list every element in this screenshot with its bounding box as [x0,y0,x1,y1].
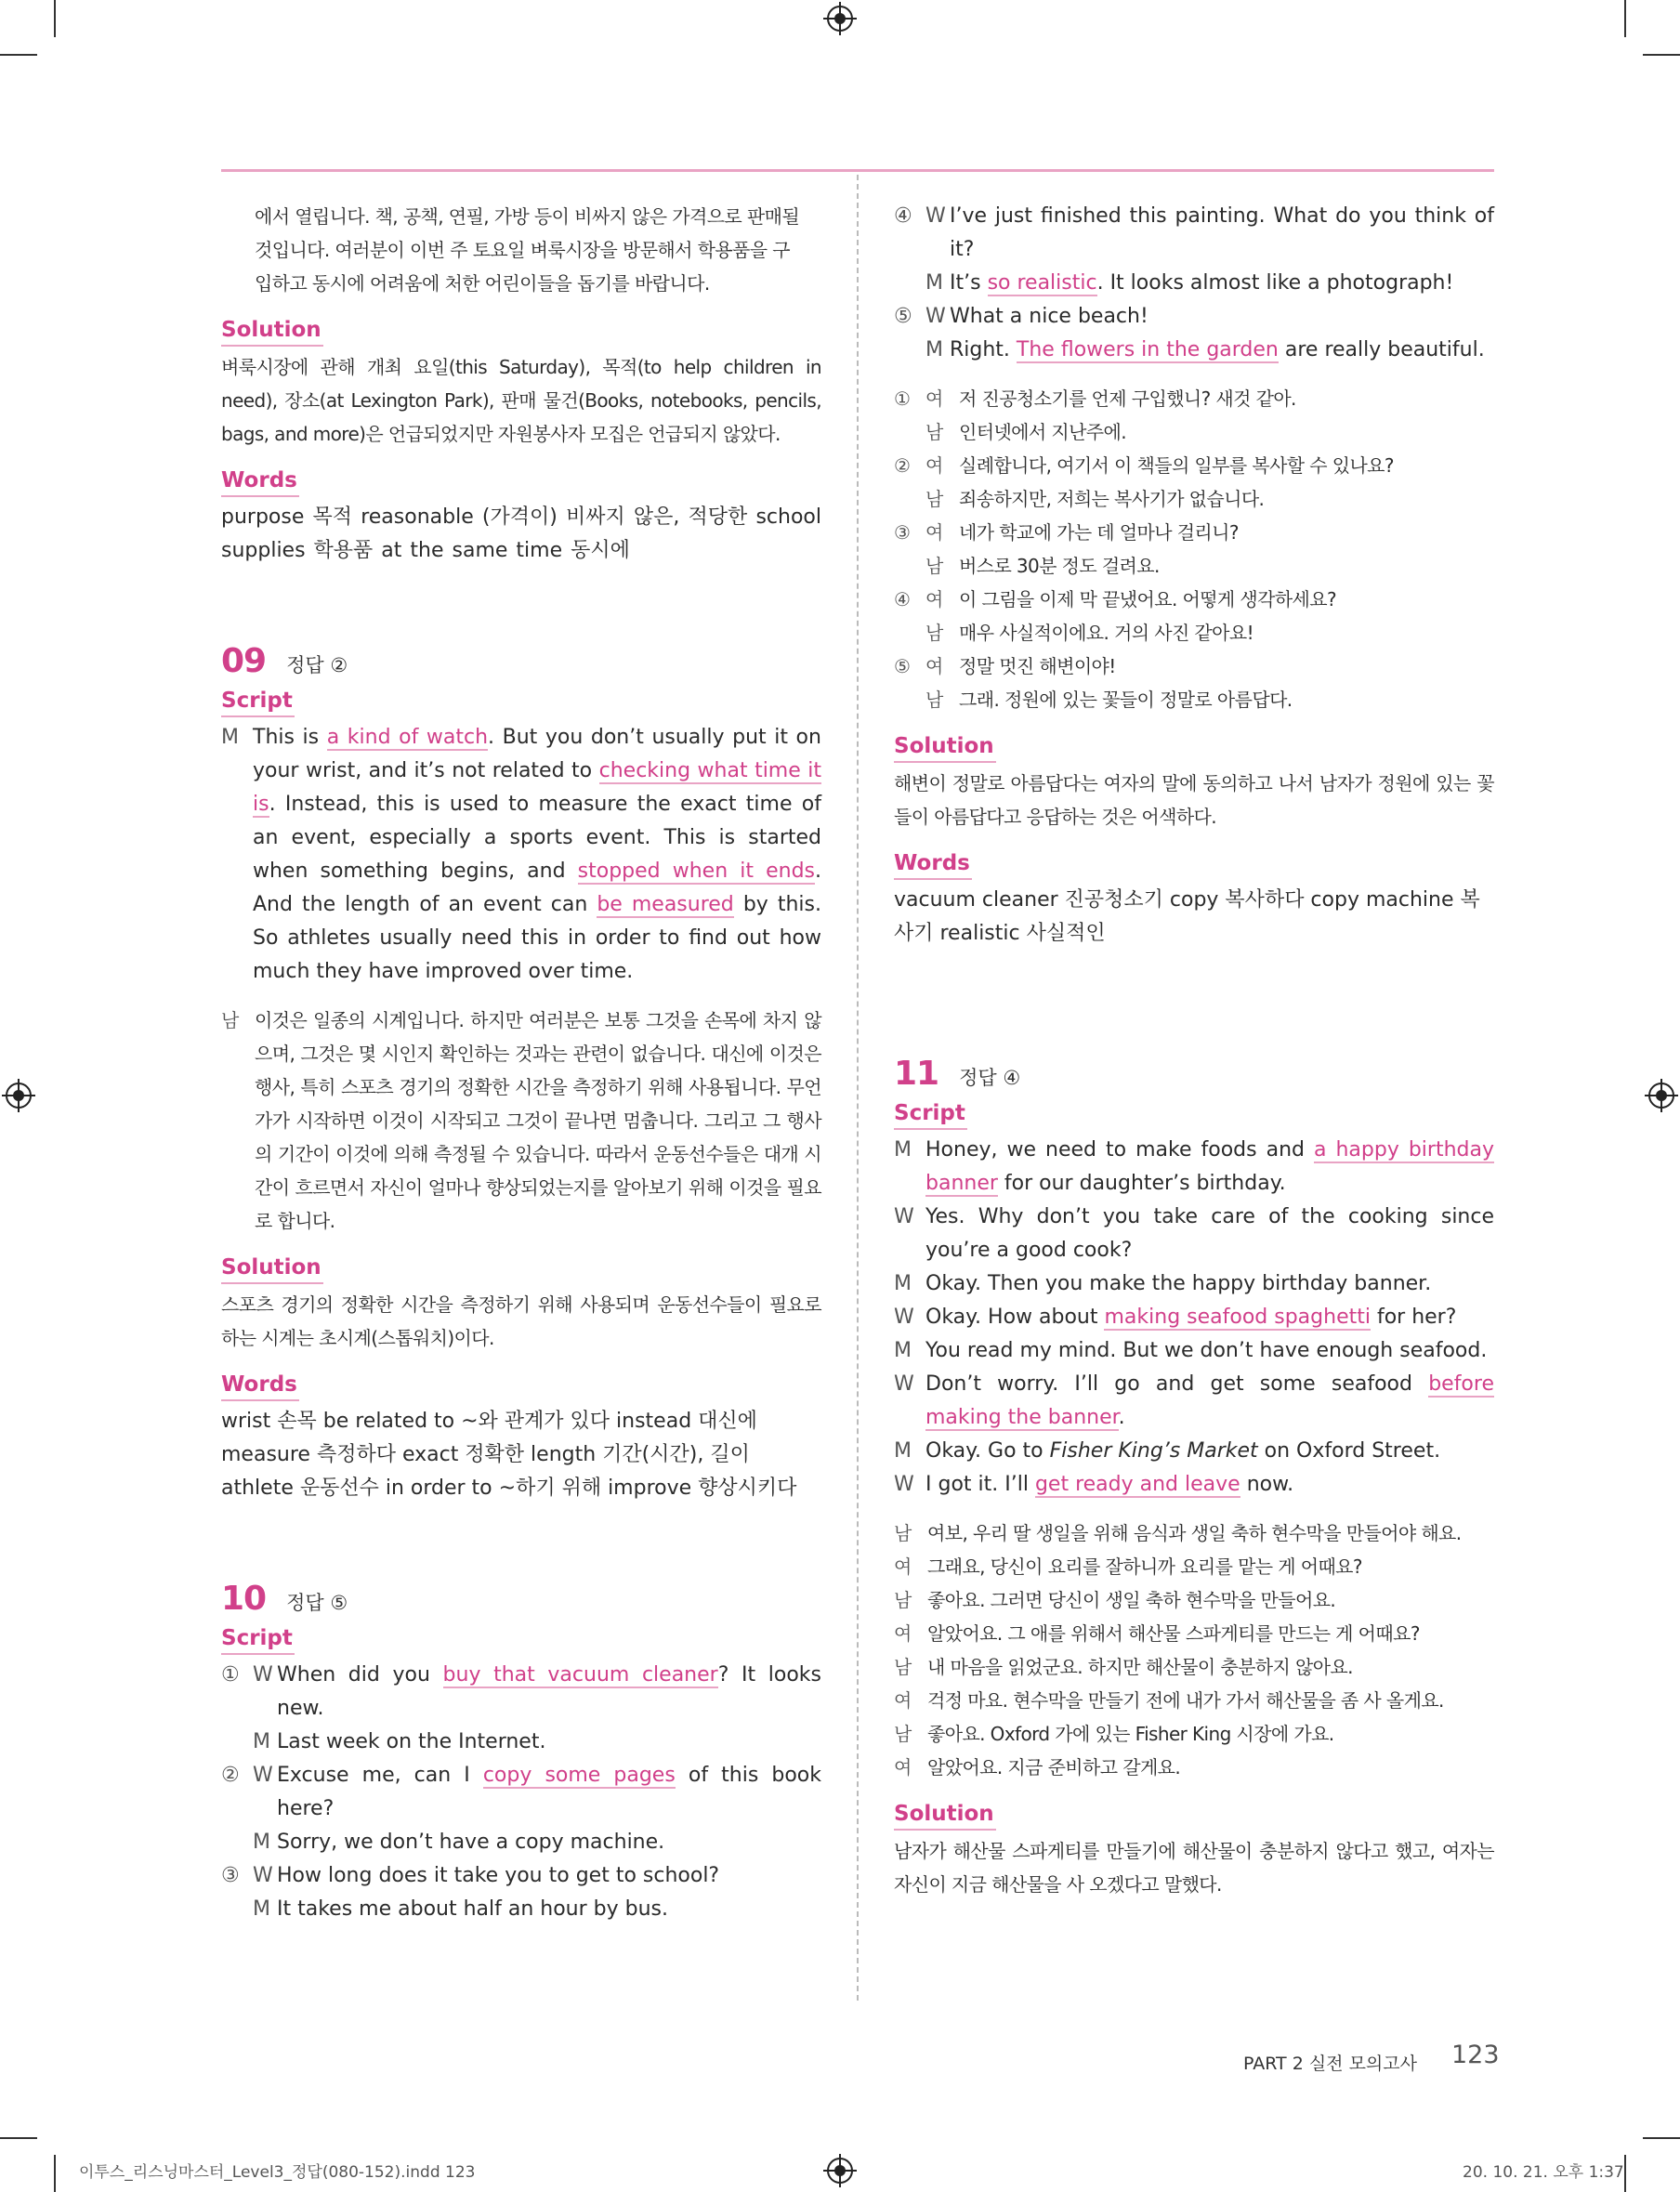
speaker-label: 남 [925,488,943,510]
dialogue-line [894,1134,1494,1201]
registration-mark-right [1648,1083,1674,1109]
highlighted-phrase: making seafood spaghetti [1104,1306,1371,1329]
choice-marker [894,415,925,449]
text-run: Okay. Go to [925,1439,1050,1463]
page-number: 123 [1451,2041,1500,2069]
highlighted-phrase: so realistic [987,271,1097,295]
korean-text: 걱정 마요. 현수막을 만들기 전에 내가 가서 해산물을 좀 사 올게요. [927,1689,1444,1712]
text-run: on Oxford Street. [1257,1439,1441,1463]
q08-solution-text: 벼룩시장에 관해 개최 요일(this Saturday), 목적(to help children in need), 장소(at Lexington Park), 판매 물건(Books, notebooks, pencils, bags, and more)은 언급되었지만 자원봉사자 모집은 언급되지 않았다. [221,356,821,445]
q11-dialogue [894,1134,1494,1502]
speaker-label: M [925,338,943,361]
q10-header [221,1580,821,1618]
dialogue-text [277,1726,821,1759]
speaker-label: M [221,726,239,749]
speaker-label: W [894,1372,914,1396]
dialogue-line [894,267,1494,300]
speaker-label: 여 [894,1622,912,1645]
dialogue-line [894,1301,1494,1334]
dialogue-text [277,1893,821,1926]
text-run: It takes me about half an hour by bus. [277,1897,669,1921]
highlighted-phrase: a happy birthday banner [925,1138,1494,1195]
korean-text: 이 그림을 이제 막 끝냈어요. 어떻게 생각하세요? [959,588,1336,610]
speaker-label: W [253,1764,273,1787]
korean-text: 인터넷에서 지난주에. [959,421,1126,443]
dialogue-line [221,1859,821,1893]
q11-solution-label: Solution [894,1799,996,1831]
text-run: . Instead, this is used to measure the exact time of an event, especially a sports event. This is started when something begins, and [253,793,821,883]
text-run: This is [253,726,327,749]
text-run: Sorry, we don’t have a copy machine. [277,1831,665,1854]
text-run: . But you don’t usually put it on your wrist, and it’s not related to [253,726,821,782]
speaker-label: 여 [925,521,943,544]
korean-text: 그래. 정원에 있는 꽃들이 정말로 아름답다. [959,689,1293,711]
text-run: . And the length of an event can [253,860,822,916]
dialogue-line [894,1368,1494,1435]
speaker-label: M [253,1730,270,1753]
dialogue-text [925,1435,1494,1468]
korean-text: 네가 학교에 가는 데 얼마나 걸리니? [959,521,1239,544]
speaker-label: 남 [894,1522,912,1544]
choice-marker [221,1726,253,1759]
highlighted-phrase: be measured [597,893,734,916]
q09-solution-text: 스포츠 경기의 정확한 시간을 측정하기 위해 사용되며 운동선수들이 필요로 하는 시계는 초시계(스톱워치)이다. [221,1293,821,1349]
dialogue-text [950,200,1494,267]
text-run: When did you [277,1663,443,1687]
choice-marker [894,549,925,583]
choice-marker: ② [894,454,911,477]
speaker-label: 여 [894,1756,912,1779]
speaker-label: W [894,1306,914,1329]
q08-intro-korean [221,200,821,300]
speaker-label: 여 [925,588,943,610]
text-run: Excuse me, can I [277,1764,483,1787]
korean-line [894,1583,1494,1617]
q09-korean [221,1004,821,1238]
q11-korean-dialogue [894,1516,1494,1784]
korean-line [894,382,1494,415]
choice-marker [894,683,925,716]
registration-mark-top [827,6,853,32]
dialogue-text [925,1368,1494,1435]
q10-script-label: Script [221,1623,295,1655]
dialogue-text [925,1468,1494,1502]
crop-mark-top-right-h [1643,54,1680,56]
korean-line [894,683,1494,716]
crop-mark-bottom-right-v [1624,2155,1626,2192]
q09-words-text: wrist 손목 be related to ~와 관계가 있다 instead 대신에 measure 측정하다 exact 정확한 length 기간(시간), 길이 athlete 운동선수 in order to ~하기 위해 improve 향상시키다 [221,1410,797,1500]
speaker-label: W [925,204,946,228]
speaker-label: W [894,1205,914,1228]
korean-text: 좋아요. Oxford 가에 있는 Fisher King 시장에 가요. [927,1723,1334,1745]
speaker-label: 남 [221,1009,239,1031]
speaker-label: 여 [925,387,943,410]
highlighted-phrase: buy that vacuum cleaner [442,1663,718,1687]
crop-mark-bottom-left-h [0,2137,37,2139]
korean-text: 그래요, 당신이 요리를 잘하니까 요리를 맡는 게 어때요? [927,1555,1362,1578]
korean-text: 죄송하지만, 저희는 복사기가 없습니다. [959,488,1265,510]
speaker-label: 남 [925,555,943,577]
dialogue-text [925,1301,1494,1334]
highlighted-phrase: checking what time it is [253,759,821,816]
choice-marker: ⑤ [894,655,911,677]
korean-line [894,1550,1494,1583]
speaker-label: 남 [925,421,943,443]
text-run: You read my mind. But we don’t have enough seafood. [925,1339,1488,1362]
text-run: Last week on the Internet. [277,1730,546,1753]
choice-marker: ④ [894,204,912,228]
dialogue-line [221,1759,821,1826]
text-run: . [1118,1406,1125,1429]
choice-marker [894,334,925,367]
dialogue-text [950,300,1494,334]
speaker-label: W [925,305,946,328]
choice-marker: ① [894,387,911,410]
intro-line: 에서 열립니다. 책, 공책, 연필, 가방 등이 비싸지 않은 가격으로 판매될 [255,205,800,228]
q09-solution-label: Solution [221,1253,323,1284]
speaker-label: M [894,1272,912,1295]
q10-number: 10 [221,1580,267,1618]
speaker-label: W [253,1864,273,1887]
q10-answer: 정답 ⑤ [286,1592,348,1614]
korean-line [894,1617,1494,1650]
choice-marker: ④ [894,588,911,610]
q11-solution-text: 남자가 해산물 스파게티를 만들기에 해산물이 충분하지 않다고 했고, 여자는 자신이 지금 해산물을 사 오겠다고 말했다. [894,1840,1494,1896]
dialogue-line [894,1334,1494,1368]
speaker-label: 여 [925,655,943,677]
korean-line [894,415,1494,449]
dialogue-text [277,1759,821,1826]
dialogue-text [277,1659,821,1726]
speaker-label: 남 [894,1589,912,1611]
korean-text: 알았어요. 그 애를 위해서 해산물 스파게티를 만드는 게 어때요? [927,1622,1420,1645]
dialogue-text [950,267,1494,300]
q08-words-label: Words [221,466,299,497]
highlighted-phrase: stopped when it ends [577,860,816,883]
speaker-label: 남 [925,622,943,644]
dialogue-line [894,1435,1494,1468]
korean-line [894,650,1494,683]
choice-marker [221,1893,253,1926]
text-run: I got it. I’ll [925,1473,1035,1496]
dialogue-text [925,1334,1494,1368]
speaker-label: 남 [925,689,943,711]
text-run: What a nice beach! [950,305,1148,328]
q08-words-text: purpose 목적 reasonable (가격이) 비싸지 않은, 적당한 school supplies 학용품 at the same time 동시에 [221,505,821,562]
text-run: for our daughter’s birthday. [997,1172,1286,1195]
korean-line [894,449,1494,482]
text-run: Yes. Why don’t you take care of the cooking since you’re a good cook? [925,1205,1494,1262]
dialogue-text [277,1859,821,1893]
q11-number: 11 [894,1055,939,1093]
q10-solution-text: 해변이 정말로 아름답다는 여자의 말에 동의하고 나서 남자가 정원에 있는 꽃들이 아름답다고 응답하는 것은 어색하다. [894,772,1494,828]
dialogue-line [894,334,1494,367]
q10-solution-label: Solution [894,731,996,763]
highlighted-phrase: before making the banner [925,1372,1494,1429]
intro-line: 것입니다. 여러분이 이번 주 토요일 벼룩시장을 방문해서 학용품을 구 [255,239,790,261]
korean-text: 실례합니다, 여기서 이 책들의 일부를 복사할 수 있나요? [959,454,1394,477]
q11-answer: 정답 ④ [959,1067,1021,1089]
dialogue-line [894,1201,1494,1267]
intro-line: 입하고 동시에 어려움에 처한 어린이들을 돕기를 바랍니다. [255,272,710,295]
dialogue-line [894,1468,1494,1502]
choice-marker: ③ [894,521,911,544]
speaker-label: M [894,1339,912,1362]
korean-text: 정말 멋진 해변이야! [959,655,1116,677]
dialogue-text [925,1201,1494,1267]
text-run: It’s [950,271,988,295]
korean-line [894,1650,1494,1684]
speaker-label: M [253,1897,270,1921]
right-column [894,200,1494,1901]
speaker-label: W [253,1663,273,1687]
speaker-label: 여 [925,454,943,477]
text-run: Don’t worry. I’ll go and get some seafood [925,1372,1429,1396]
q09-script [221,721,821,989]
korean-text: 알았어요. 지금 준비하고 갈게요. [927,1756,1181,1779]
registration-mark-left [6,1083,32,1109]
dialogue-line [221,1826,821,1859]
q09-number: 09 [221,642,267,680]
choice-marker [894,267,925,300]
choice-marker [894,482,925,516]
q11-script-label: Script [894,1098,967,1130]
text-run: of this book here? [277,1764,821,1820]
text-run: I’ve just finished this painting. What do you think of it? [950,204,1494,261]
korean-text: 저 진공청소기를 언제 구입했니? 새것 같아. [959,387,1296,410]
text-run: now. [1240,1473,1294,1496]
korean-text: 여보, 우리 딸 생일을 위해 음식과 생일 축하 현수막을 만들어야 해요. [927,1522,1462,1544]
korean-line [894,1684,1494,1717]
choice-marker [894,616,925,650]
text-run: Right. [950,338,1017,361]
speaker-label: M [894,1138,912,1162]
text-run: ? It looks new. [277,1663,822,1720]
choice-marker: ③ [221,1864,240,1887]
q10-korean-dialogue [894,382,1494,716]
q10-words-text: vacuum cleaner 진공청소기 copy 복사하다 copy machine 복사기 realistic 사실적인 [894,888,1480,945]
q09-answer: 정답 ② [286,654,348,676]
korean-line [894,1751,1494,1784]
choice-marker: ② [221,1764,240,1787]
text-run: How long does it take you to get to school? [277,1864,720,1887]
korean-line [894,549,1494,583]
speaker-label: 여 [894,1689,912,1712]
slug-timestamp: 20. 10. 21. 오후 1:37 [1463,2163,1624,2182]
highlighted-phrase: get ready and leave [1034,1473,1240,1496]
crop-mark-bottom-right-h [1643,2137,1680,2139]
speaker-label: M [925,271,943,295]
slug-filename: 이투스_리스닝마스터_Level3_정답(080-152).indd 123 [79,2163,476,2182]
left-column [221,200,821,1926]
crop-mark-bottom-left-v [54,2155,56,2192]
highlighted-phrase: copy some pages [482,1764,676,1787]
footer-part-title: PART 2 실전 모의고사 [1243,2054,1417,2074]
dialogue-line [221,1659,821,1726]
crop-mark-top-left-v [54,0,56,37]
korean-text: 좋아요. 그러면 당신이 생일 축하 현수막을 만들어요. [927,1589,1336,1611]
q09-script-text [253,721,821,989]
q10-dialogue-part1 [221,1659,821,1926]
korean-text: 내 마음을 읽었군요. 하지만 해산물이 충분하지 않아요. [927,1656,1353,1678]
dialogue-text [925,1134,1494,1201]
dialogue-line [221,1726,821,1759]
text-run: . It looks almost like a photograph! [1096,271,1454,295]
speaker-label: M [894,1439,912,1463]
q09-words-label: Words [221,1370,299,1401]
registration-mark-bottom [827,2158,853,2184]
crop-mark-top-right-v [1624,0,1626,37]
q09-header [221,642,821,680]
dialogue-line [894,1267,1494,1301]
q09-script-label: Script [221,686,295,717]
korean-line [894,616,1494,650]
text-run: Okay. Then you make the happy birthday banner. [925,1272,1432,1295]
q09-korean-text: 이것은 일종의 시계입니다. 하지만 여러분은 보통 그것을 손목에 차지 않으며, 그것은 몇 시인지 확인하는 것과는 관련이 없습니다. 대신에 이것은 행사, 특히 스포츠 경기의 정확한 시간을 측정하기 위해 사용됩니다. 무언가가 시작하면 이것이 시작되고 그것이 끝나면 멈춥니다. 그리고 그 행사의 기간이 이것에 의해 측정될 수 있습니다. 따라서 운동선수들은 대개 시간이 흐르면서 자신이 얼마나 향상되었는지를 알아보기 위해 이것을 필요로 합니다. [255,1009,821,1232]
korean-text: 버스로 30분 정도 걸려요. [959,555,1160,577]
dialogue-text [925,1267,1494,1301]
korean-line [894,1717,1494,1751]
q11-header [894,1055,1494,1093]
crop-mark-top-left-h [0,54,37,56]
choice-marker: ① [221,1663,240,1687]
speaker-label: 남 [894,1656,912,1678]
q10-dialogue-part2 [894,200,1494,367]
text-run: Honey, we need to make foods and [925,1138,1314,1162]
korean-line [894,482,1494,516]
dialogue-line [894,300,1494,334]
text-run: are really beautiful. [1278,338,1485,361]
speaker-label: 여 [894,1555,912,1578]
korean-text: 매우 사실적이에요. 거의 사진 같아요! [959,622,1254,644]
text-run: by this. So athletes usually need this in order to find out how much they have improved over time. [253,893,821,983]
highlighted-phrase: The flowers in the garden [1016,338,1279,361]
q10-words-label: Words [894,848,972,880]
text-run: Okay. How about [925,1306,1105,1329]
dialogue-line [221,1893,821,1926]
highlighted-phrase: a kind of watch [326,726,489,749]
speaker-label: 남 [894,1723,912,1745]
dialogue-line [894,200,1494,267]
italic-phrase: Fisher King’s Market [1049,1439,1258,1463]
q08-solution-label: Solution [221,315,323,347]
text-run: for her? [1370,1306,1457,1329]
korean-line [894,1516,1494,1550]
choice-marker: ⑤ [894,305,912,328]
dialogue-text [277,1826,821,1859]
column-divider [857,175,859,2001]
choice-marker [221,1826,253,1859]
korean-line [894,516,1494,549]
header-rule [221,169,1494,172]
speaker-label: M [253,1831,270,1854]
dialogue-text [950,334,1494,367]
speaker-label: W [894,1473,914,1496]
korean-line [894,583,1494,616]
